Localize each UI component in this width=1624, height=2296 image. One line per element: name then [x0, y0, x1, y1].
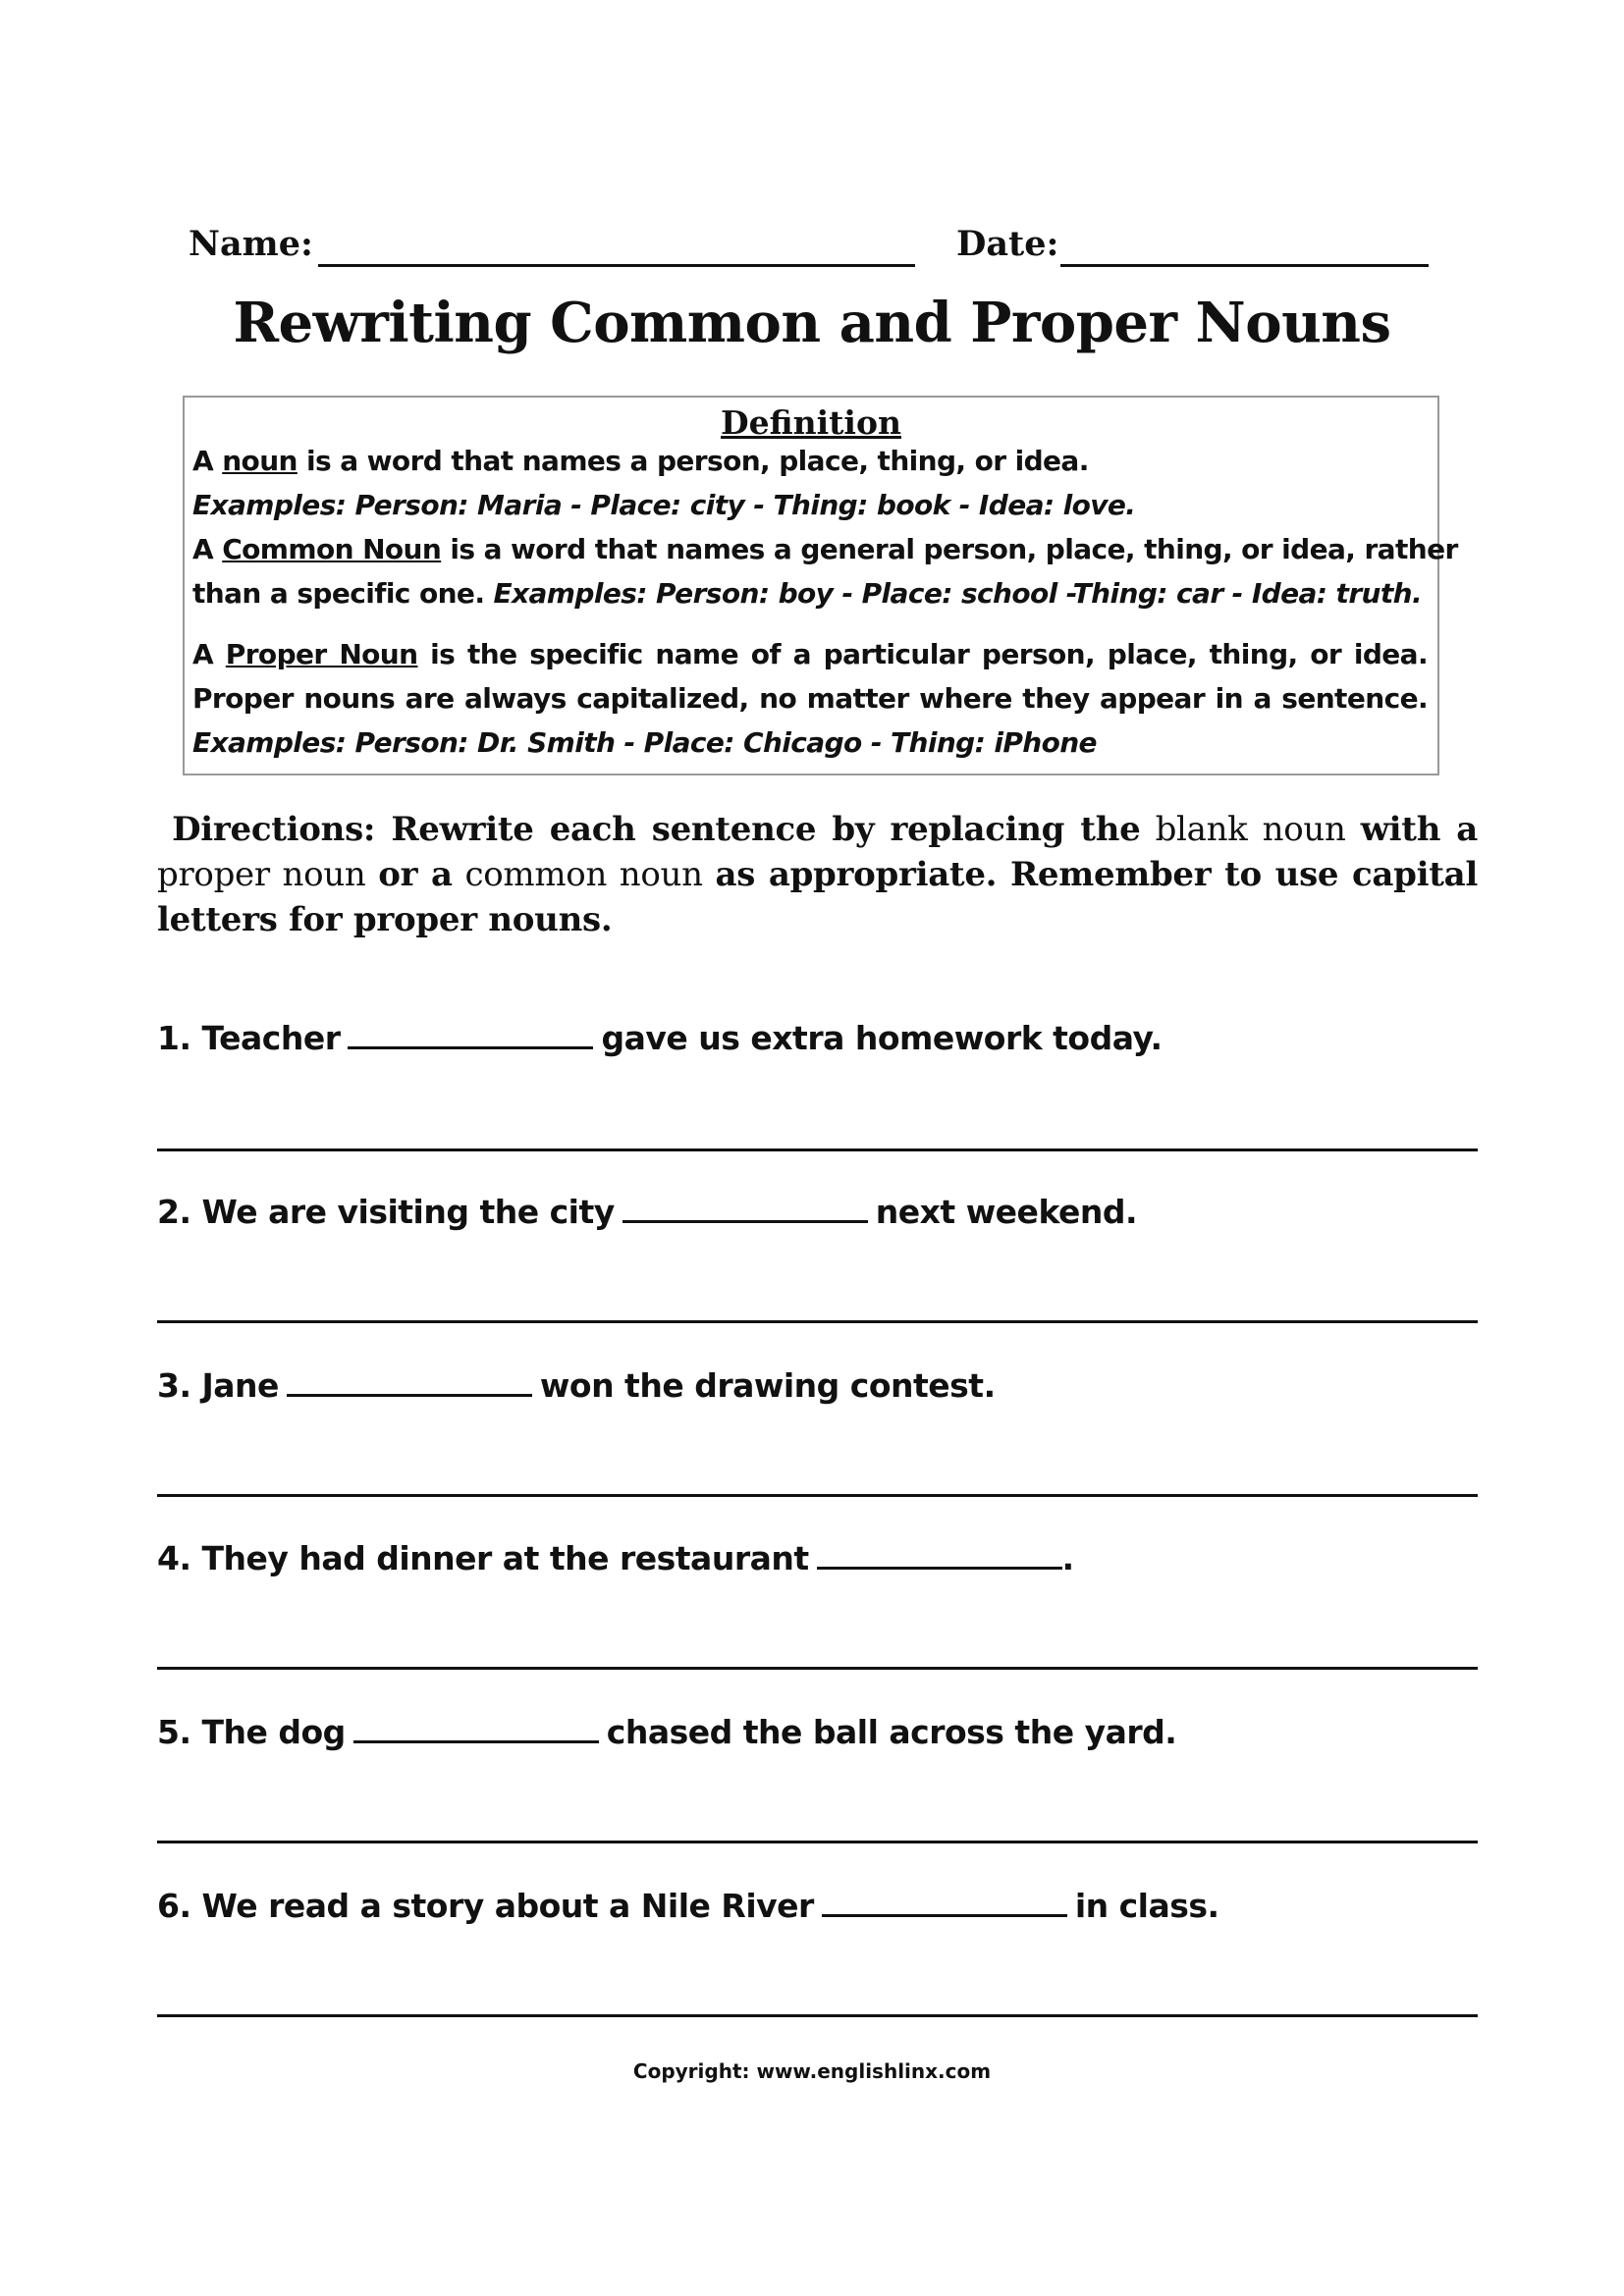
question-1-before: 1. Teacher	[157, 1019, 341, 1057]
directions-part4: proper noun	[157, 855, 379, 894]
noun-pre: A	[192, 445, 223, 477]
question-1-blank[interactable]	[348, 1019, 593, 1049]
question-6-before: 6. We read a story about a Nile River	[157, 1887, 814, 1925]
answer-line-2[interactable]	[157, 1320, 1478, 1323]
noun-term: noun	[222, 445, 298, 477]
directions-part7: as appropriate. Remember to use capital letters for proper nouns.	[157, 855, 1479, 939]
noun-definition	[192, 445, 1428, 477]
common-noun-line2	[192, 577, 1428, 610]
common-noun-term: Common Noun	[222, 533, 442, 565]
question-3	[157, 1366, 996, 1405]
common-line2-text: than a specific one.	[192, 577, 494, 610]
answer-line-1[interactable]	[157, 1148, 1478, 1151]
answer-line-3[interactable]	[157, 1494, 1478, 1497]
copyright: Copyright: www.englishlinx.com	[632, 2059, 992, 2083]
proper-noun-line2: Proper nouns are always capitalized, no matter where they appear in a sentence.	[192, 682, 1428, 715]
directions-part2: blank noun	[1140, 810, 1361, 849]
directions-part6: common noun	[452, 855, 716, 894]
proper-post: is the specific name of a particular person, place, thing, or idea.	[417, 638, 1429, 670]
header-row	[189, 224, 1435, 273]
directions	[157, 807, 1478, 942]
directions-part5: or a	[378, 855, 453, 894]
directions-part1: Directions: Rewrite each sentence by replacing the	[172, 810, 1141, 849]
answer-line-6[interactable]	[157, 2014, 1478, 2017]
question-3-after: won the drawing contest.	[539, 1366, 996, 1405]
name-label: Name:	[189, 224, 313, 264]
answer-line-5[interactable]	[157, 1841, 1478, 1843]
question-6-blank[interactable]	[822, 1887, 1067, 1917]
question-1-after: gave us extra homework today.	[601, 1019, 1163, 1057]
date-field[interactable]	[1060, 264, 1429, 267]
question-5-after: chased the ball across the yard.	[606, 1713, 1177, 1751]
proper-pre: A	[192, 638, 226, 670]
noun-examples: Examples: Person: Maria - Place: city - Thing: book - Idea: love.	[192, 489, 1136, 521]
question-5-blank[interactable]	[353, 1713, 599, 1743]
question-4-before: 4. They had dinner at the restaurant	[157, 1539, 809, 1577]
common-post: is a word that names a general person, place, thing, or idea, rather	[441, 533, 1458, 565]
question-1	[157, 1019, 1163, 1057]
question-5-before: 5. The dog	[157, 1713, 346, 1751]
proper-noun-term: Proper Noun	[225, 638, 418, 670]
question-4	[157, 1539, 1074, 1577]
directions-part3: with a	[1360, 810, 1478, 849]
question-6	[157, 1887, 1219, 1925]
noun-post: is a word that names a person, place, thing, or idea.	[297, 445, 1089, 477]
proper-noun-examples: Examples: Person: Dr. Smith - Place: Chicago - Thing: iPhone	[192, 726, 1097, 759]
answer-line-4[interactable]	[157, 1667, 1478, 1670]
common-noun-definition	[192, 533, 1458, 565]
question-2	[157, 1193, 1137, 1231]
name-field[interactable]	[318, 264, 915, 267]
question-2-after: next weekend.	[875, 1193, 1138, 1231]
common-noun-examples: Examples: Person: boy - Place: school -Thing: car - Idea: truth.	[493, 577, 1423, 610]
question-5	[157, 1713, 1176, 1751]
question-2-blank[interactable]	[623, 1193, 868, 1223]
definition-box	[183, 396, 1458, 775]
question-3-blank[interactable]	[287, 1366, 532, 1397]
question-6-after: in class.	[1074, 1887, 1219, 1925]
page-title: Rewriting Common and Proper Nouns	[233, 291, 1391, 355]
definition-heading: Definition	[721, 403, 901, 442]
common-pre: A	[192, 533, 223, 565]
question-2-before: 2. We are visiting the city	[157, 1193, 615, 1231]
date-label: Date:	[956, 224, 1059, 264]
question-4-blank[interactable]	[817, 1539, 1062, 1570]
question-3-before: 3. Jane	[157, 1366, 279, 1405]
proper-noun-definition	[192, 638, 1428, 670]
question-4-after: .	[1061, 1539, 1074, 1577]
